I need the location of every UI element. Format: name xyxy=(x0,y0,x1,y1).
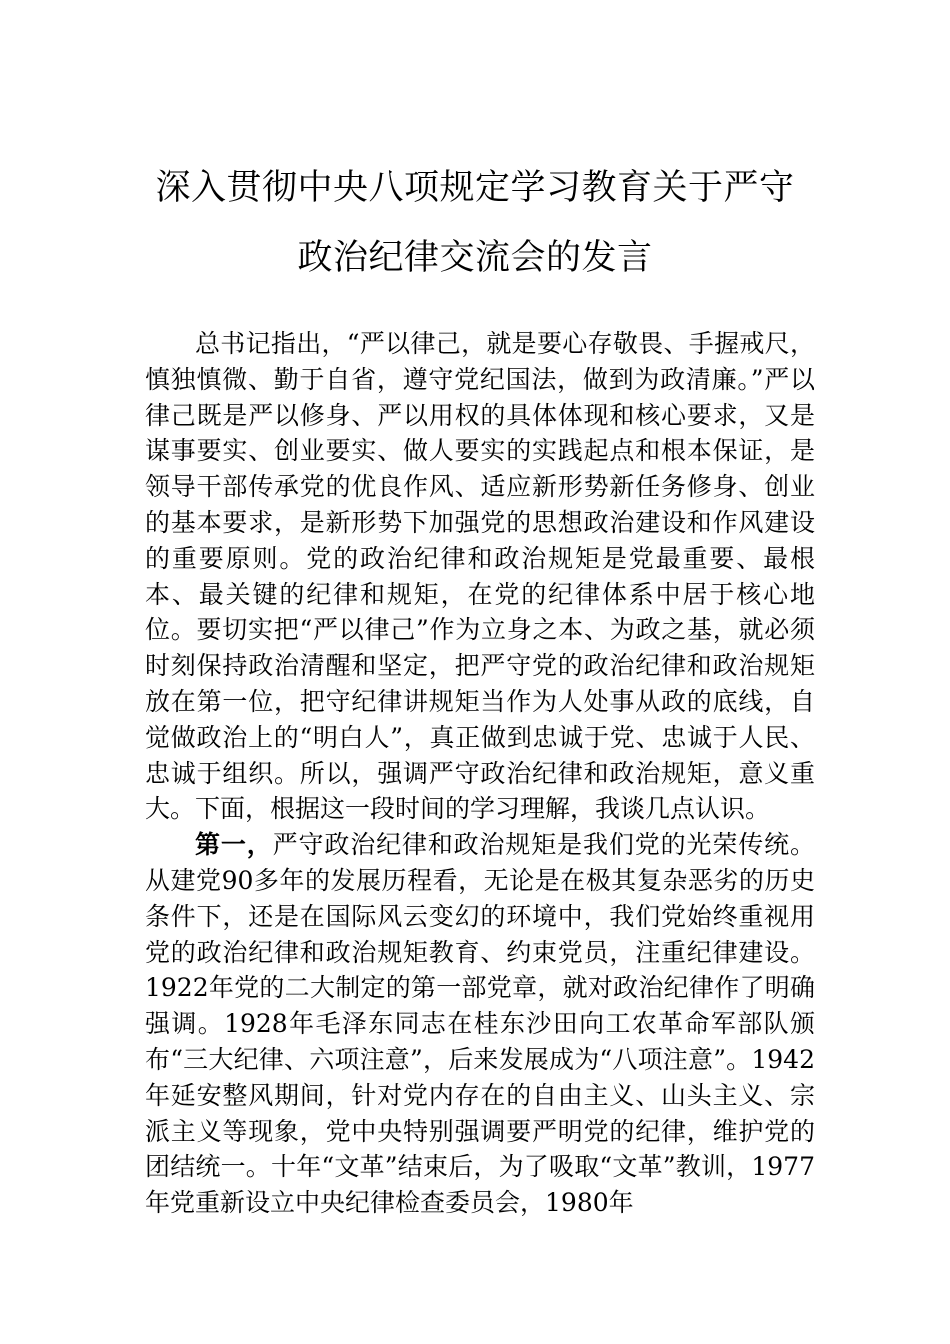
paragraph-first-point xyxy=(145,827,815,1221)
document-title-line-2: 政治纪律交流会的发言 xyxy=(297,238,653,278)
document-body xyxy=(145,326,815,1221)
paragraph-first-point-text: 严守政治纪律和政治规矩是我们党的光荣传统。从建党90多年的发展历程看，无论是在极其复杂恶劣的历史条件下，还是在国际风云变幻的环境中，我们党始终重视用党的政治纪律和政治规矩教育、约束党员，注重纪律建设。1922年党的二大制定的第一部党章，就对政治纪律作了明确强调。1928年毛泽东同志在桂东沙田向工农革命军部队颁布“三大纪律、六项注意”，后来发展成为“八项注意”。1942年延安整风期间，针对党内存在的自由主义、山头主义、宗派主义等现象，党中央特别强调要严明党的纪律，维护党的团结统一。十年“文革”结束后，为了吸取“文革”教训，1977年党重新设立中央纪律检查委员会，1980年 xyxy=(145,830,815,1218)
paragraph-lead-label: 第一， xyxy=(195,830,273,860)
document-title-line-1: 深入贯彻中央八项规定学习教育关于严守 xyxy=(155,168,795,208)
paragraph-intro: 总书记指出，“严以律己，就是要心存敬畏、手握戒尺，慎独慎微、勤于自省，遵守党纪国法，做到为政清廉。”严以律己既是严以修身、严以用权的具体体现和核心要求，又是谋事要实、创业要实、做人要实的实践起点和根本保证，是领导干部传承党的优良作风、适应新形势新任务修身、创业的基本要求，是新形势下加强党的思想政治建设和作风建设的重要原则。党的政治纪律和政治规矩是党最重要、最根本、最关键的纪律和规矩，在党的纪律体系中居于核心地位。要切实把“严以律己”作为立身之本、为政之基，就必须时刻保持政治清醒和坚定，把严守党的政治纪律和政治规矩放在第一位，把守纪律讲规矩当作为人处事从政的底线，自觉做政治上的“明白人”，真正做到忠诚于党、忠诚于人民、忠诚于组织。所以，强调严守政治纪律和政治规矩，意义重大。下面，根据这一段时间的学习理解，我谈几点认识。 xyxy=(145,329,815,824)
